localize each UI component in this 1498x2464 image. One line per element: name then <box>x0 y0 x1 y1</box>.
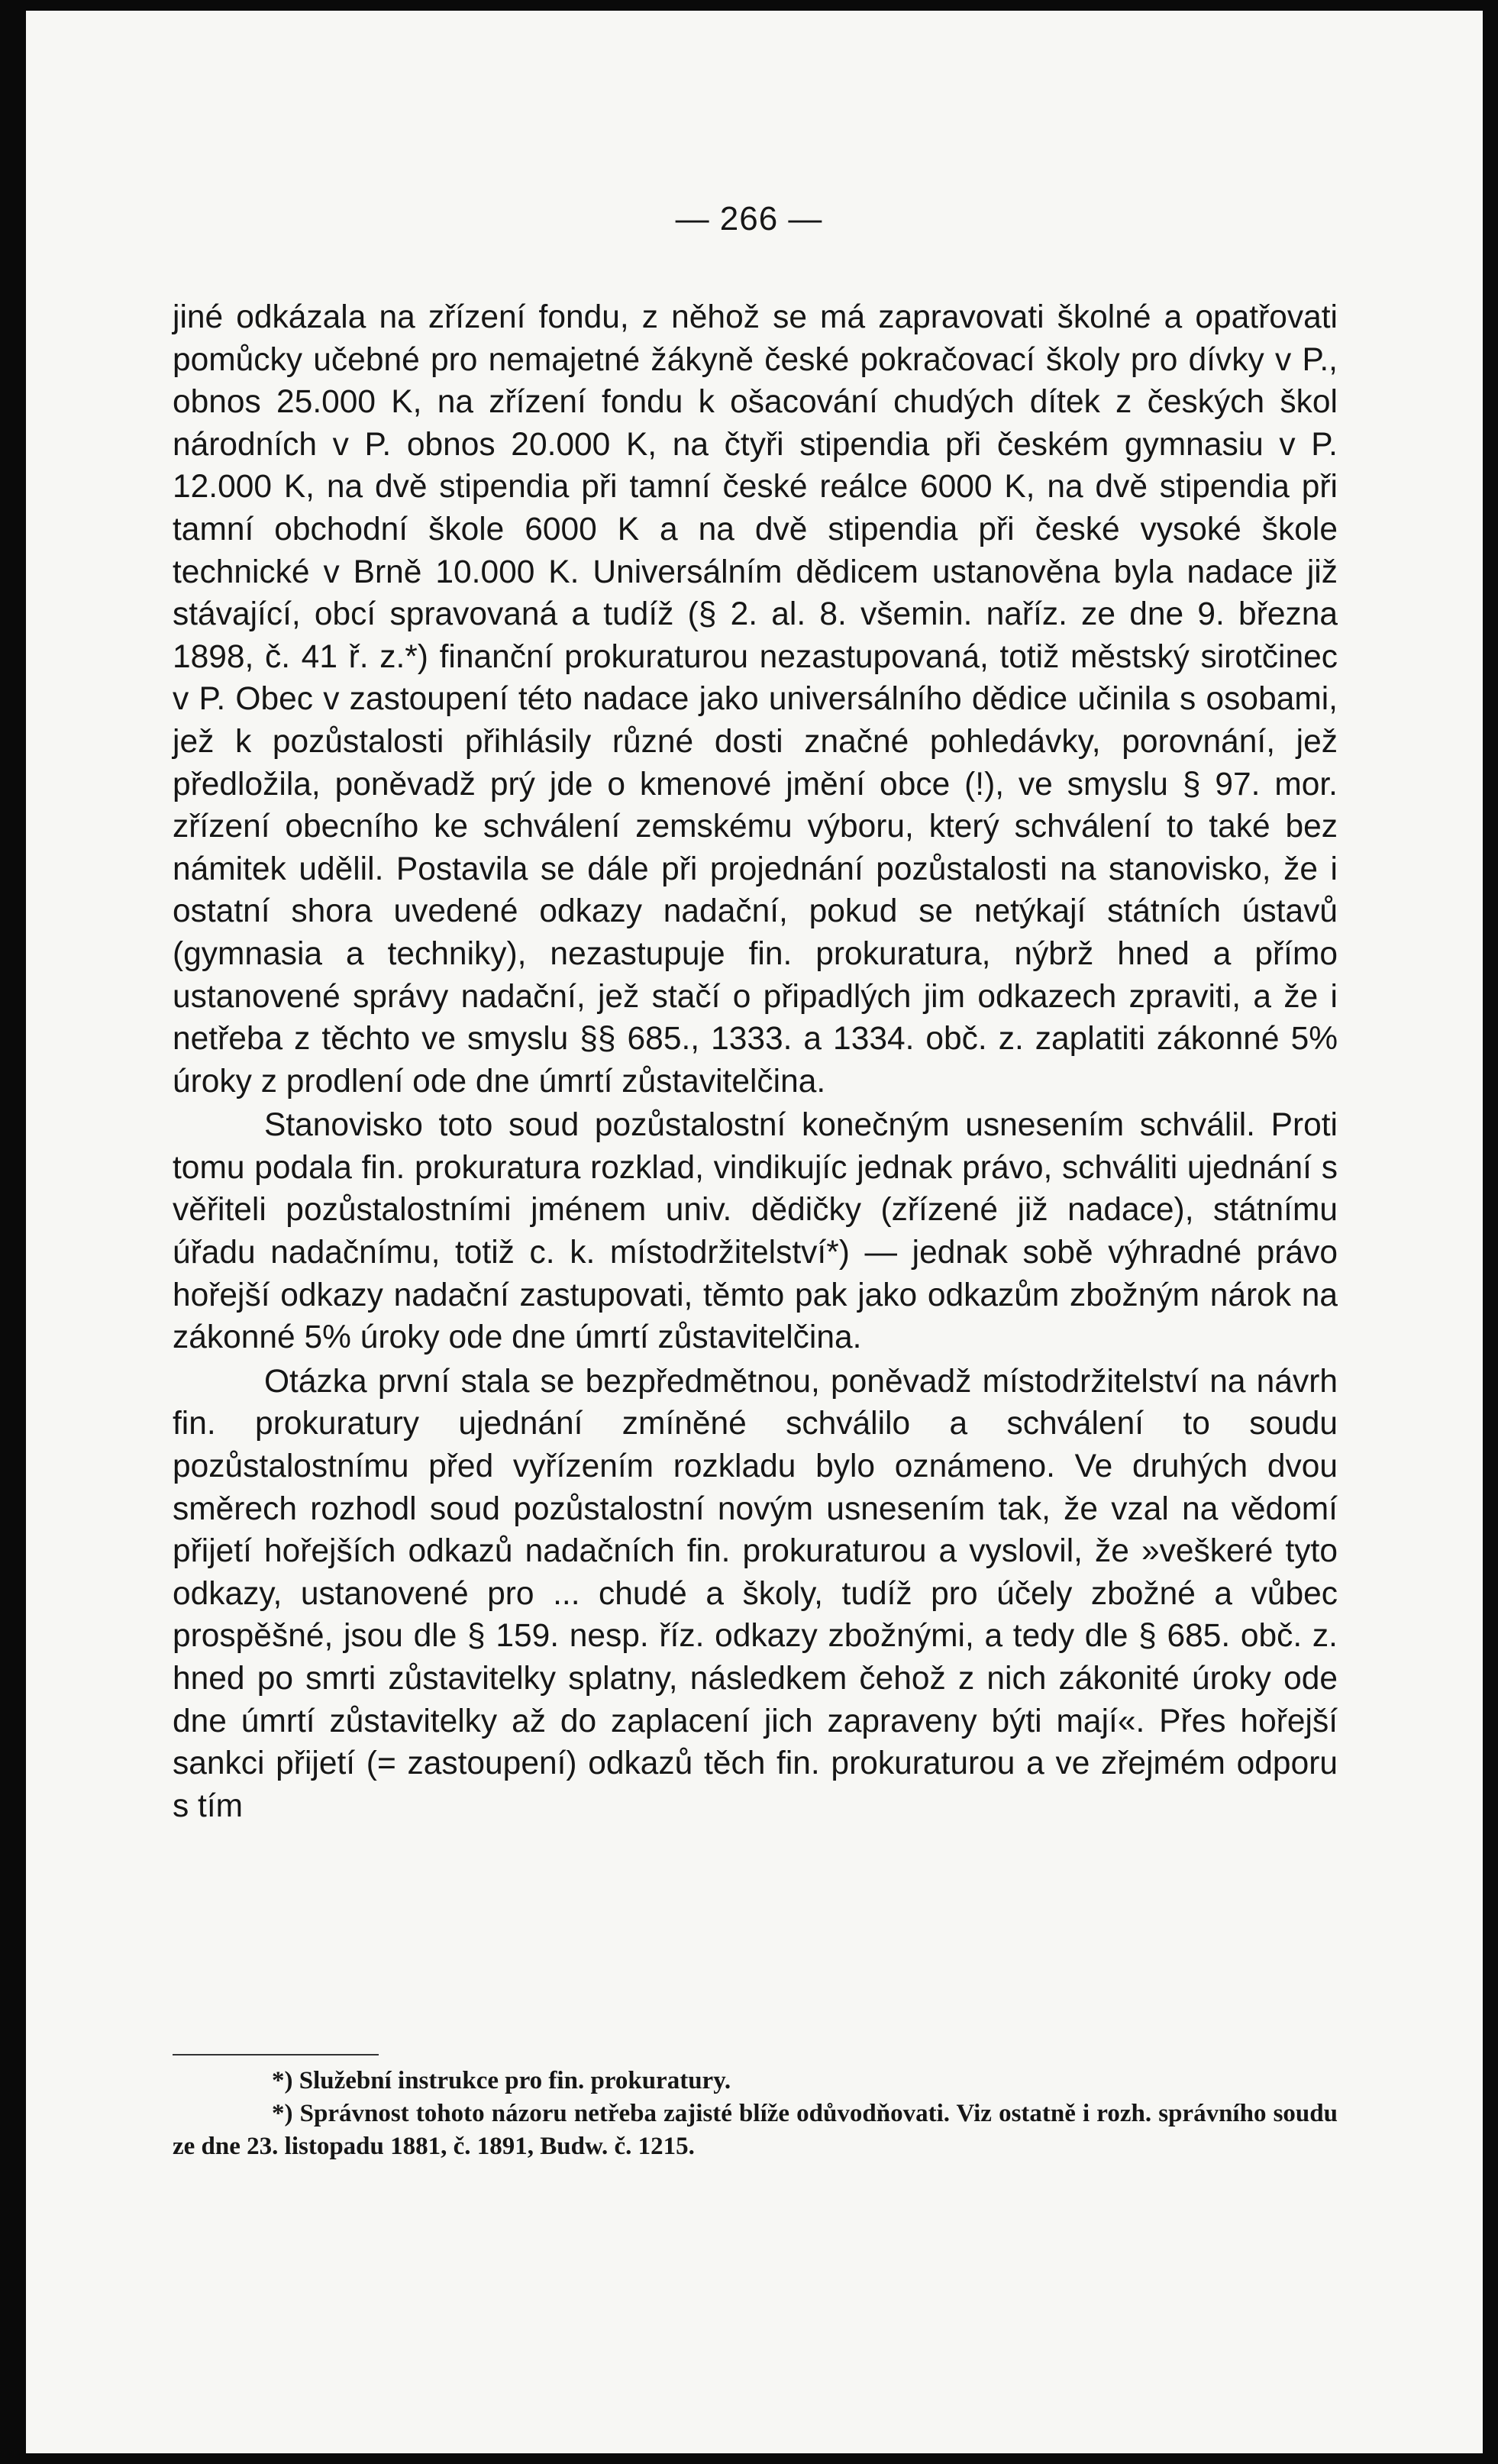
footnote-1: *) Služební instrukce pro fin. prokuratury. <box>272 2067 731 2094</box>
paragraph-2: Stanovisko toto soud pozůstalostní konečným usnesením schválil. Proti tomu podala fin. prokuratura rozklad, vindikujíc jednak právo, schváliti ujednání s věřiteli pozůstalostními jménem univ. dědičky (zřízené již nadace), státnímu úřadu nadačnímu, totiž c. k. místodržitelství*) — jednak sobě výhradné právo hořejší odkazy nadační zastupovati, těmto pak jako odkazům zbožným nárok na zákonné 5% úroky ode dne úmrtí zůstavitelčina. <box>173 1107 1338 1356</box>
scan-border-top <box>0 0 1498 11</box>
page-number: — 266 — <box>675 200 823 237</box>
paragraph-3: Otázka první stala se bezpředmětnou, poněvadž místodržitelství na návrh fin. prokuratury ujednání zmíněné schválilo a schválení to soudu pozůstalostnímu před vyřízením rozkladu bylo oznámeno. Ve druhých dvou směrech rozhodl soud pozůstalostní novým usnesením tak, že vzal na vědomí přijetí hořejších odkazů nadačních fin. prokuraturou a vyslovil, že »veškeré tyto odkazy, ustanovené pro ... chudé a školy, tudíž pro účely zbožné a vůbec prospěšné, jsou dle § 159. nesp. říz. odkazy zbožnými, a tedy dle § 685. obč. z. hned po smrti zůstavitelky splatny, následkem čehož z nich zákonité úroky ode dne úmrtí zůstavitelky až do zaplacení jich zapraveny býti mají«. Přes hořejší sankci přijetí (= zastoupení) odkazů těch fin. prokuraturou a ve zřejmém odporu s tím <box>173 1363 1338 1824</box>
paragraph-1: jiné odkázala na zřízení fondu, z něhož se má zapravovati školné a opatřovati pomůcky učebné pro nemajetné žákyně české pokračovací školy pro dívky v P., obnos 25.000 K, na zřízení fondu k ošacování chudých dítek z českých škol národních v P. obnos 20.000 K, na čtyři stipendia při českém gymnasiu v P. 12.000 K, na dvě stipendia při tamní české reálce 6000 K, na dvě stipendia při tamní obchodní škole 6000 K a na dvě stipendia při české vysoké škole technické v Brně 10.000 K. Universálním dědicem ustanověna byla nadace již stávající, obcí spravovaná a tudíž (§ 2. al. 8. všemin. naříz. ze dne 9. března 1898, č. 41 ř. z.*) finanční prokuraturou nezastupovaná, totiž městský sirotčinec v P. Obec v zastoupení této nadace jako universálního dědice učinila s osobami, jež k pozůstalosti přihlásily různé dosti značné pohledávky, porovnání, jež předložila, poněvadž prý jde o kmenové jmění obce (!), ve smyslu § 97. mor. zřízení obecního ke schválení zemskému výboru, který schválení to také bez námitek udělil. Postavila se dále při projednání pozůstalosti na stanovisko, že i ostatní shora uvedené odkazy nadační, pokud se netýkají státních ústavů (gymnasia a techniky), nezastupuje fin. prokuratura, nýbrž hned a přímo ustanovené správy nadační, jež stačí o připadlých jim odkazech zpraviti, a že i netřeba z těchto ve smyslu §§ 685., 1333. a 1334. obč. z. zaplatiti zákonné 5% úroky z prodlení ode dne úmrtí zůstavitelčina. <box>173 299 1338 1100</box>
scan-border-bottom <box>0 2453 1498 2464</box>
footnote-2: *) Správnost tohoto názoru netřeba zajisté blíže odůvodňovati. Viz ostatně i rozh. správního soudu ze dne 23. listopadu 1881, č. 1891, Budw. č. 1215. <box>173 2100 1338 2160</box>
footnotes <box>173 2065 1338 2163</box>
scan-border-right <box>1483 0 1498 2464</box>
main-text <box>173 296 1338 1827</box>
footnote-divider <box>173 2054 379 2055</box>
scan-border-left <box>0 0 26 2464</box>
